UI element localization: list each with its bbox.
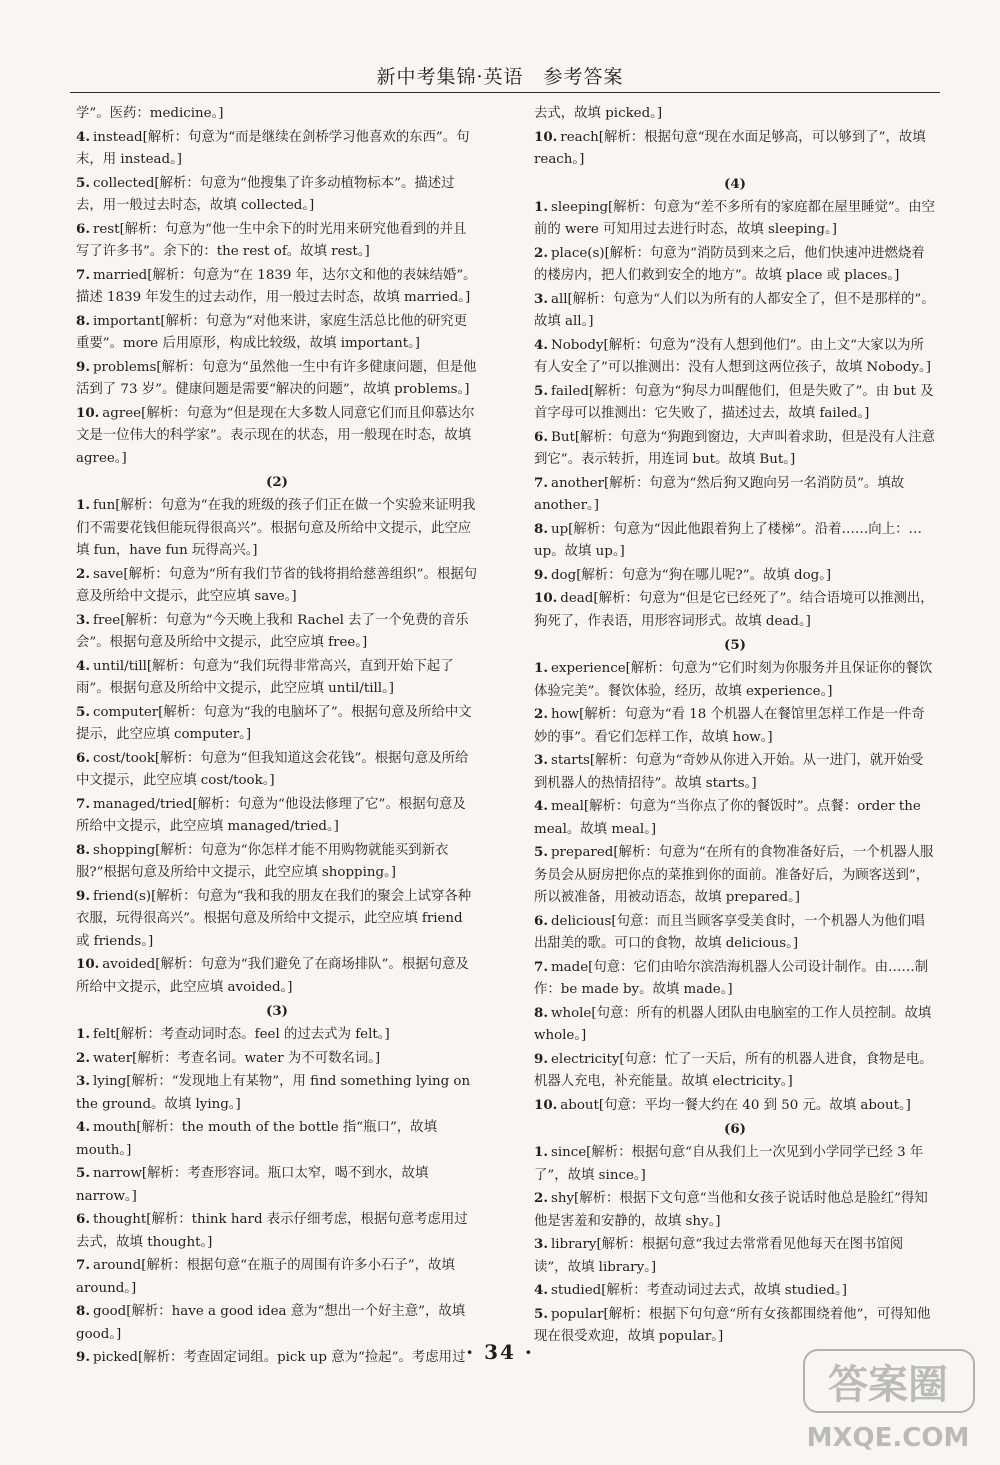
answer-number: 3. bbox=[534, 752, 548, 768]
answer-item bbox=[76, 310, 478, 356]
answer-item bbox=[534, 126, 936, 172]
answer-number: 6. bbox=[76, 749, 90, 766]
answer-number: 5. bbox=[534, 382, 548, 399]
answer-number: 4. bbox=[534, 1282, 548, 1298]
answer-text: problems[解析：句意为“虽然他一生中有许多健康问题，但是他活到了 73 岁”。健康问题是需要“解决的问题”，故填 problems。] bbox=[76, 359, 477, 397]
answer-text: computer[解析：句意为“我的电脑坏了”。根据句意及所给中文提示，此空应填 computer。] bbox=[76, 704, 472, 742]
answer-number: 1. bbox=[76, 1026, 90, 1042]
answer-number: 5. bbox=[76, 1165, 90, 1181]
answer-item bbox=[76, 356, 478, 402]
answer-number: 9. bbox=[76, 358, 90, 375]
answer-text: avoided[解析：句意为“我们避免了在商场排队”。根据句意及所给中文提示，此空应填 avoided。] bbox=[76, 957, 469, 995]
answer-text: free[解析：句意为“今天晚上我和 Rachel 去了一个免费的音乐会”。根据句意及所给中文提示，此空应填 free。] bbox=[76, 612, 469, 650]
answer-item bbox=[76, 1254, 478, 1300]
answer-number: 9. bbox=[534, 566, 548, 583]
answer-number: 3. bbox=[76, 611, 90, 628]
answer-text: studied[解析：考查动词过去式，故填 studied。] bbox=[550, 1283, 847, 1298]
answer-item bbox=[76, 172, 478, 218]
answer-text: shy[解析：根据下文句意“当他和女孩子说话时他总是脸红”得知他是害羞和安静的，故填 shy。] bbox=[534, 1191, 928, 1229]
answer-item bbox=[76, 494, 478, 563]
answer-number: 5. bbox=[76, 703, 90, 720]
answer-number: 3. bbox=[76, 1073, 90, 1089]
answer-number: 8. bbox=[76, 312, 90, 329]
answer-item bbox=[534, 288, 936, 334]
answer-item bbox=[534, 1141, 936, 1187]
answer-text: prepared[解析：句意为“在所有的食物准备好后，一个机器人服务员会从厨房把你点的菜推到你的面前。准备好后，为顾客送到”，所以被准备，用被动语态，故填 prepared。] bbox=[534, 845, 934, 905]
answer-number: 10. bbox=[76, 404, 100, 421]
section-heading: (6) bbox=[724, 1121, 746, 1137]
answer-number: 2. bbox=[76, 565, 90, 582]
answer-text: collected[解析：句意为“他搜集了许多动植物标本”。描述过去，用一般过去时态，故填 collected。] bbox=[76, 175, 455, 213]
section-heading: (2) bbox=[266, 474, 288, 490]
answer-text: cost/took[解析：句意为“但我知道这会花钱”。根据句意及所给中文提示，此空应填 cost/took。] bbox=[76, 750, 469, 788]
answer-number: 5. bbox=[534, 1305, 548, 1322]
answer-number: 10. bbox=[76, 956, 100, 972]
answer-number: 7. bbox=[76, 795, 90, 812]
answer-number: 2. bbox=[534, 244, 548, 261]
answer-item bbox=[534, 426, 936, 472]
answer-text: But[解析：句意为“狗跑到窗边，大声叫着求助，但是没有人注意到它”。表示转折，用连词 but。故填 But。] bbox=[534, 429, 936, 467]
answer-number: 5. bbox=[534, 844, 548, 860]
answer-item bbox=[534, 841, 936, 910]
answer-text: up[解析：句意为“因此他跟着狗上了楼梯”。沿着……向上：…up。故填 up。] bbox=[534, 521, 922, 559]
answer-text: save[解析：句意为“所有我们节省的钱将捐给慈善组织”。根据句意及所给中文提示，此空应填 save。] bbox=[76, 566, 478, 604]
answer-text: experience[解析：句意为“它们时刻为你服务并且保证你的餐饮体验完美”。餐饮体验，经历，故填 experience。] bbox=[534, 661, 933, 699]
answer-text: until/till[解析：句意为“我们玩得非常高兴，直到开始下起了雨”。根据句意及所给中文提示，此空应填 until/till。] bbox=[76, 658, 454, 696]
answer-item bbox=[534, 1002, 936, 1048]
answer-number: 2. bbox=[76, 1049, 90, 1066]
right-column bbox=[534, 103, 936, 1349]
answer-item bbox=[534, 910, 936, 956]
answer-text: sleeping[解析：句意为“差不多所有的家庭都在屋里睡觉”。由空前的 were 可知用过去进行时态，故填 sleeping。] bbox=[534, 199, 935, 237]
answer-item bbox=[76, 1047, 478, 1071]
answer-text: rest[解析：句意为“他一生中余下的时光用来研究他看到的并且写了许多书”。余下的：the rest of。故填 rest。] bbox=[76, 221, 467, 259]
answer-number: 1. bbox=[534, 198, 548, 215]
answer-text: fun[解析：句意为“在我的班级的孩子们正在做一个实验来证明我们不需要花钱但能玩得很高兴”。根据句意及所给中文提示，此空应填 fun，have fun 玩得高兴。] bbox=[76, 498, 476, 558]
answer-item bbox=[534, 657, 936, 703]
answer-number: 6. bbox=[76, 1211, 90, 1227]
section-heading: (3) bbox=[266, 1003, 288, 1019]
answer-item bbox=[76, 264, 478, 310]
answer-number: 2. bbox=[534, 1190, 548, 1206]
answer-item bbox=[534, 564, 936, 588]
answer-number: 10. bbox=[534, 590, 558, 606]
answer-item bbox=[76, 1116, 478, 1162]
answer-item bbox=[76, 885, 478, 954]
page-number: · 34 · bbox=[466, 1340, 534, 1364]
answer-item bbox=[76, 609, 478, 655]
answer-item bbox=[534, 334, 936, 380]
answer-text: whole[句意：所有的机器人团队由电脑室的工作人员控制。故填 whole。] bbox=[534, 1005, 932, 1043]
answer-text: since[解析：根据句意“自从我们上一次见到小学同学已经 3 年了”，故填 since。] bbox=[534, 1145, 924, 1183]
answer-item bbox=[76, 701, 478, 747]
header-rule bbox=[70, 92, 940, 93]
answer-text: felt[解析：考查动词时态。feel 的过去式为 felt。] bbox=[92, 1027, 390, 1042]
answer-text: meal[解析：句意为“当你点了你的餐饭时”。点餐：order the meal。故填 meal。] bbox=[534, 799, 921, 837]
answer-text: thought[解析：think hard 表示仔细考虑，根据句意考虑用过去式，故填 thought。] bbox=[76, 1212, 468, 1250]
answer-number: 4. bbox=[534, 798, 548, 814]
answer-item bbox=[534, 749, 936, 795]
answer-text: about[句意：平均一餐大约在 40 到 50 元。故填 about。] bbox=[560, 1097, 911, 1113]
answer-text: made[句意：它们由哈尔滨浩海机器人公司设计制作。由……制作：be made by。故填 made。] bbox=[534, 959, 929, 997]
answer-number: 3. bbox=[534, 1236, 548, 1252]
answer-number: 6. bbox=[534, 428, 548, 445]
answer-text: dog[解析：句意为“狗在哪儿呢?”。故填 dog。] bbox=[550, 567, 832, 583]
answer-item bbox=[76, 793, 478, 839]
section-heading: (5) bbox=[724, 637, 746, 653]
answer-number: 8. bbox=[76, 841, 90, 858]
answer-text: failed[解析：句意为“狗尽力叫醒他们，但是失败了”。由 but 及首字母可以推测出：它失败了，描述过去，故填 failed。] bbox=[534, 383, 934, 421]
answer-number: 8. bbox=[534, 520, 548, 537]
answer-text: friend(s)[解析：句意为“我和我的朋友在我们的聚会上试穿各种衣服，玩得很高兴”。根据句意及所给中文提示，此空应填 friend 或 friends。] bbox=[76, 888, 472, 949]
answer-text: agree[解析：句意为“但是现在大多数人同意它们而且仰慕达尔文是一位伟大的科学家”。表示现在的状态，用一般现在时态，故填 agree。] bbox=[76, 405, 475, 466]
answer-item bbox=[76, 953, 478, 999]
left-column bbox=[76, 103, 478, 1370]
continued-answer-text: 去式，故填 picked。] bbox=[534, 106, 663, 121]
watermark-logo bbox=[788, 1342, 988, 1457]
answer-text: all[解析：句意为“人们以为所有的人都安全了，但不是那样的”。故填 all。] bbox=[534, 291, 935, 329]
answer-item bbox=[76, 126, 478, 172]
answer-text: water[解析：考查名词。water 为不可数名词。] bbox=[92, 1050, 381, 1066]
answer-number: 10. bbox=[534, 1096, 558, 1113]
answer-item bbox=[534, 1279, 936, 1303]
answer-number: 10. bbox=[534, 128, 558, 145]
answer-text: starts[解析：句意为“奇妙从你进入开始。从一进门，就开始受到机器人的热情招待”。故填 starts。] bbox=[534, 753, 924, 791]
answer-item bbox=[534, 1048, 936, 1094]
answer-item bbox=[76, 747, 478, 793]
answer-number: 6. bbox=[534, 912, 548, 929]
answer-text: electricity[句意：忙了一天后，所有的机器人进食，食物是电。机器人充电，补充能量。故填 electricity。] bbox=[534, 1051, 933, 1089]
answer-item bbox=[534, 1187, 936, 1233]
answer-item bbox=[534, 242, 936, 288]
answer-item bbox=[76, 563, 478, 609]
answer-number: 7. bbox=[76, 1257, 90, 1273]
answer-text: picked[解析：考查固定词组。pick up 意为“捡起”。考虑用过 bbox=[92, 1350, 466, 1365]
answer-item bbox=[76, 402, 478, 471]
answer-item bbox=[76, 655, 478, 701]
answer-text: important[解析：句意为“对他来讲，家庭生活总比他的研究更重要”。more 后用原形，构成比较级，故填 important。] bbox=[76, 313, 468, 351]
answer-text: lying[解析：“发现地上有某物”，用 find something lying on the ground。故填 lying。] bbox=[76, 1074, 471, 1112]
answer-text: reach[解析：根据句意“现在水面足够高，可以够到了”，故填 reach。] bbox=[534, 129, 926, 167]
answer-number: 6. bbox=[76, 220, 90, 237]
continued-answer-text: 学”。医药：medicine。] bbox=[76, 106, 224, 121]
answer-text: delicious[句意：而且当顾客享受美食时，一个机器人为他们唱出甜美的歌。可口的食物，故填 delicious。] bbox=[534, 913, 925, 951]
answer-text: dead[解析：句意为“但是它已经死了”。结合语境可以推测出，狗死了，作表语，用形容词形式。故填 dead。] bbox=[534, 591, 934, 629]
answer-item bbox=[534, 472, 936, 518]
section-heading: (4) bbox=[724, 175, 746, 192]
answer-text: narrow[解析：考查形容词。瓶口太窄，喝不到水，故填 narrow。] bbox=[76, 1166, 429, 1204]
answer-item bbox=[76, 1023, 478, 1047]
answer-item bbox=[534, 1094, 936, 1118]
answer-text: popular[解析：根据下句句意“所有女孩都围绕着他”，可得知他现在很受欢迎，故填 popular。] bbox=[534, 1306, 931, 1344]
answer-number: 9. bbox=[534, 1050, 548, 1067]
answer-number: 1. bbox=[534, 1144, 548, 1160]
answer-number: 8. bbox=[76, 1303, 90, 1319]
answer-item bbox=[534, 1233, 936, 1279]
answer-number: 7. bbox=[76, 266, 90, 283]
answer-number: 4. bbox=[534, 336, 548, 353]
answer-item bbox=[534, 518, 936, 564]
answer-text: managed/tried[解析：句意为“他设法修理了它”。根据句意及所给中文提示，此空应填 managed/tried。] bbox=[76, 796, 466, 834]
answer-number: 4. bbox=[76, 128, 90, 145]
answer-item bbox=[76, 1070, 478, 1116]
answer-text: how[解析：句意为“看 18 个机器人在餐馆里怎样工作是一件奇妙的事”。看它们怎样工作，故填 how。] bbox=[534, 707, 925, 745]
answer-item bbox=[534, 380, 936, 426]
answer-item bbox=[534, 795, 936, 841]
answer-text: instead[解析：句意为“而是继续在剑桥学习他喜欢的东西”。句末，用 instead。] bbox=[76, 129, 470, 167]
answer-number: 7. bbox=[534, 474, 548, 491]
answer-number: 1. bbox=[534, 660, 548, 676]
answer-item bbox=[534, 587, 936, 633]
answer-number: 5. bbox=[76, 174, 90, 191]
answer-item bbox=[76, 839, 478, 885]
answer-text: good[解析：have a good idea 意为“想出一个好主意”，故填 good。] bbox=[76, 1304, 466, 1342]
answer-text: Nobody[解析：句意为“没有人想到他们”。由上文“大家以为所有人安全了”可以推测出：没有人想到这两位孩子，故填 Nobody。] bbox=[534, 337, 931, 375]
answer-number: 4. bbox=[76, 657, 90, 674]
answer-item bbox=[534, 196, 936, 242]
answer-text: library[解析：根据句意“我过去常常看见他每天在图书馆阅读”，故填 library。] bbox=[534, 1237, 904, 1275]
answer-number: 3. bbox=[534, 290, 548, 307]
answer-item bbox=[76, 1208, 478, 1254]
answer-item bbox=[534, 703, 936, 749]
answer-text: shopping[解析：句意为“你怎样才能不用购物就能买到新衣服?”根据句意及所给中文提示，此空应填 shopping。] bbox=[76, 842, 449, 880]
answer-number: 9. bbox=[76, 1349, 90, 1365]
watermark-text: 答案圈 bbox=[828, 1362, 948, 1408]
answer-item bbox=[534, 956, 936, 1002]
answer-text: mouth[解析：the mouth of the bottle 指“瓶口”，故填 mouth。] bbox=[76, 1120, 437, 1158]
answer-item bbox=[76, 218, 478, 264]
answer-number: 4. bbox=[76, 1119, 90, 1135]
answer-number: 9. bbox=[76, 887, 90, 904]
answer-number: 7. bbox=[534, 958, 548, 975]
answer-number: 8. bbox=[534, 1004, 548, 1021]
answer-item bbox=[76, 1162, 478, 1208]
answer-text: another[解析：句意为“然后狗又跑向另一名消防员”。填故 another。] bbox=[534, 475, 905, 513]
answer-number: 1. bbox=[76, 497, 90, 513]
page-header: 新中考集锦·英语 参考答案 bbox=[376, 66, 624, 88]
answer-text: place(s)[解析：句意为“消防员到来之后，他们快速冲进燃烧着的楼房内，把人们救到安全的地方”。故填 place 或 places。] bbox=[534, 245, 925, 283]
answer-number: 2. bbox=[534, 706, 548, 722]
answer-text: married[解析：句意为“在 1839 年，达尔文和他的表妹结婚”。描述 1839 年发生的过去动作，用一般过去时态，故填 married。] bbox=[76, 267, 477, 305]
answer-text: around[解析：根据句意“在瓶子的周围有许多小石子”，故填 around。] bbox=[76, 1258, 455, 1296]
watermark-url: MXQE.COM bbox=[806, 1423, 970, 1453]
